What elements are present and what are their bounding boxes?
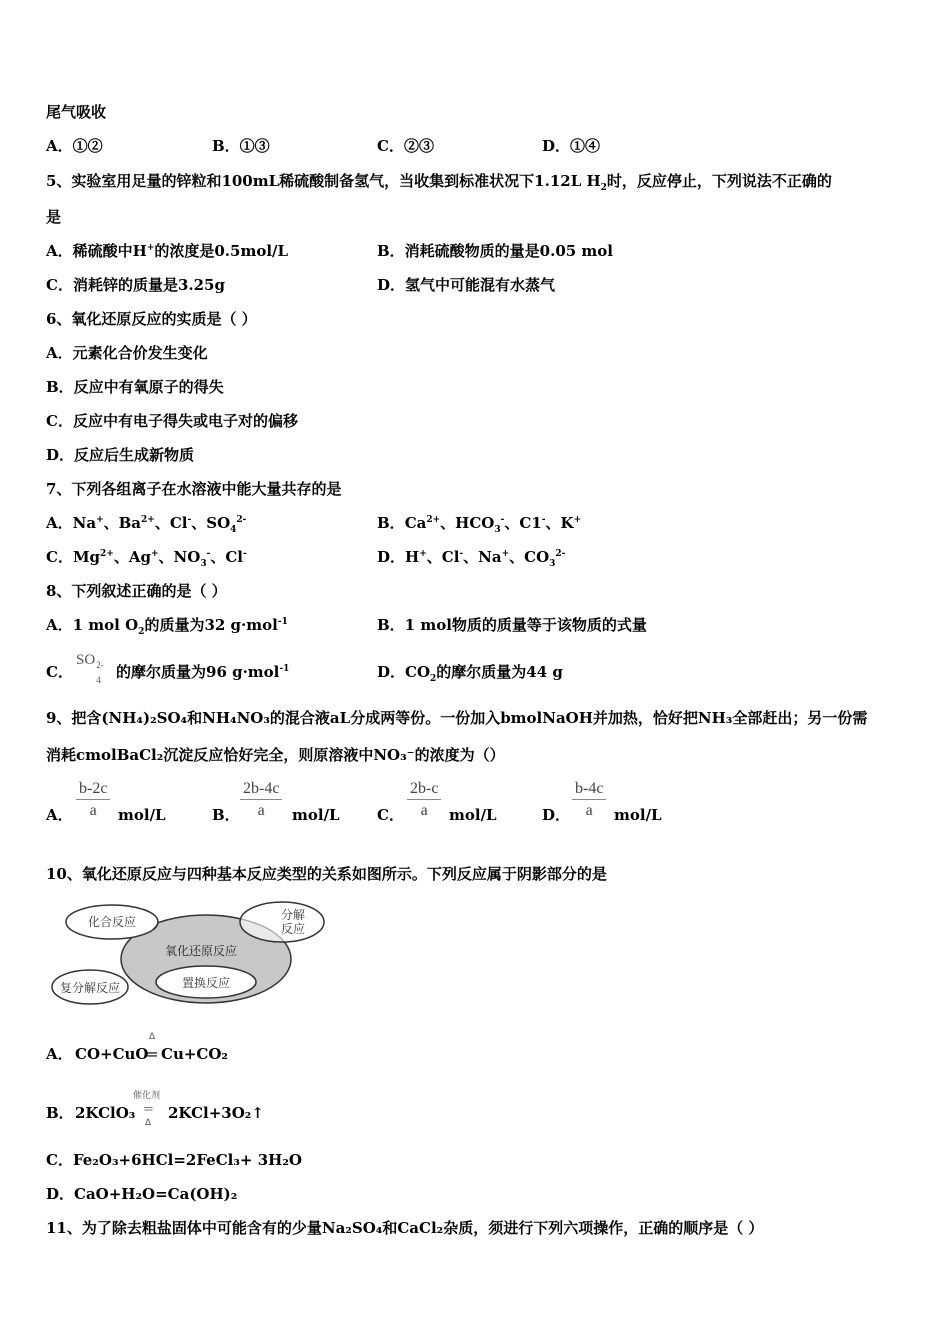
q10-option-b-label: B． [46, 1104, 74, 1122]
q6-option-c: C．反应中有电子得失或电子对的偏移 [46, 412, 298, 430]
q9-stem-line2: 消耗cmolBaCl₂沉淀反应恰好完全，则原溶液中NO₃⁻的浓度为（） [46, 746, 505, 764]
q9-option-a-label: A． [46, 806, 73, 824]
q10-stem: 10、氧化还原反应与四种基本反应类型的关系如图所示。下列反应属于阴影部分的是 [46, 865, 607, 883]
q10-option-b-catalyst: 催化剂 [133, 1091, 161, 1101]
q9-option-c-fraction: $\frac{2b-c}{a}$ [407, 779, 441, 822]
q7-option-c: C．$Mg^{2+}$、Ag+、$NO_3^-$、Cl- [46, 548, 247, 569]
q8-option-b: B．1 mol物质的质量等于该物质的式量 [377, 616, 647, 634]
q9-option-d-fraction: $\frac{b-4c}{a}$ [572, 779, 606, 822]
q8-option-c-label: C． [46, 663, 73, 681]
q6-option-d: D．反应后生成新物质 [46, 446, 195, 464]
q5-stem: 5、实验室用足量的锌粒和100mL稀硫酸制备氢气，当收集到标准状况下1.12L $H_2$时，反应停止，下列说法不正确的 [46, 172, 832, 193]
q10-option-b-right: 2KCl+3O₂↑ [168, 1104, 264, 1122]
q6-option-b: B．反应中有氧原子的得失 [46, 378, 224, 396]
q10-option-a-delta: Δ [149, 1032, 156, 1042]
q11-stem: 11、为了除去粗盐固体中可能含有的少量Na₂SO₄和CaCl₂杂质，须进行下列六项操作，正确的顺序是（ ） [46, 1219, 764, 1237]
q6-option-a: A．元素化合价发生变化 [46, 344, 208, 362]
q4-option-b: B．①③ [212, 137, 270, 155]
q9-option-d-label: D． [542, 806, 571, 824]
q9-option-b-unit: mol/L [292, 806, 340, 824]
q7-option-d: D．H+、Cl-、Na+、$CO_3^{2-}$ [377, 548, 566, 569]
q10-option-a-left: CO+CuO [75, 1045, 149, 1063]
q8-stem: 8、下列叙述正确的是（ ） [46, 582, 227, 600]
q6-stem: 6、氧化还原反应的实质是（ ） [46, 310, 257, 328]
q9-option-a-unit: mol/L [118, 806, 166, 824]
q10-option-b-left: 2KClO₃ [75, 1104, 136, 1122]
q5-option-d: D．氢气中可能混有水蒸气 [377, 276, 556, 294]
q7-option-a: A．Na+、$Ba^{2+}$、Cl-、$SO_4^{2-}$ [46, 514, 247, 535]
q9-option-b-label: B． [212, 806, 240, 824]
q5-option-b: B．消耗硫酸物质的量是0.05 mol [377, 242, 614, 260]
q9-option-a-fraction: $\frac{b-2c}{a}$ [76, 779, 110, 822]
q8-option-a: A．1 mol $O_2$的质量为32 g·mol$^{-1}$ [46, 616, 288, 637]
q10-option-b-delta: Δ [145, 1118, 152, 1128]
q10-option-a-equals: = [146, 1045, 159, 1063]
q10-option-b-equals: = [143, 1102, 154, 1117]
q9-option-c-label: C． [377, 806, 404, 824]
q9-option-c-unit: mol/L [449, 806, 497, 824]
label-redox: 氧化还原反应 [164, 944, 238, 958]
q10-option-d: D．CaO+H₂O=Ca(OH)₂ [46, 1185, 238, 1203]
q9-stem-line1: 9、把含(NH₄)₂SO₄和NH₄NO₃的混合液aL分成两等份。一份加入bmolNaOH并加热，恰好把NH₃全部赶出；另一份需 [46, 709, 868, 727]
top-text: 尾气吸收 [46, 103, 107, 121]
q4-option-a: A．①② [46, 137, 103, 155]
q10-option-a-label: A． [46, 1045, 73, 1063]
label-double: 复分解反应 [59, 981, 121, 995]
q8-option-c-text: 的摩尔质量为96 g·mol$^{-1}$ [116, 663, 290, 681]
label-decomposition-2: 反应 [280, 922, 306, 936]
q5-stem-line2: 是 [46, 208, 62, 226]
label-displacement: 置换反应 [181, 976, 231, 990]
q7-option-b: B．$Ca^{2+}$、$HCO_3^-$、C1-、K+ [377, 514, 582, 535]
q7-stem: 7、下列各组离子在水溶液中能大量共存的是 [46, 480, 342, 498]
reaction-types-diagram [48, 898, 330, 1010]
q10-option-c: C．Fe₂O₃+6HCl=2FeCl₃+ 3H₂O [46, 1151, 302, 1169]
q4-option-c: C．②③ [377, 137, 434, 155]
q10-option-a-right: Cu+CO₂ [161, 1045, 228, 1063]
label-combination: 化合反应 [87, 915, 137, 929]
q5-option-c: C．消耗锌的质量是3.25g [46, 276, 225, 294]
q8-option-d: D．$CO_2$的摩尔质量为44 g [377, 663, 563, 684]
q9-option-b-fraction: $\frac{2b-4c}{a}$ [240, 779, 282, 822]
q8-sulfate-formula: SO 2- 4 [76, 652, 104, 685]
q5-option-a: A．稀硫酸中H+的浓度是0.5mol/L [46, 242, 289, 260]
q4-option-d: D．①④ [542, 137, 601, 155]
label-decomposition-1: 分解 [280, 908, 306, 922]
q9-option-d-unit: mol/L [614, 806, 662, 824]
